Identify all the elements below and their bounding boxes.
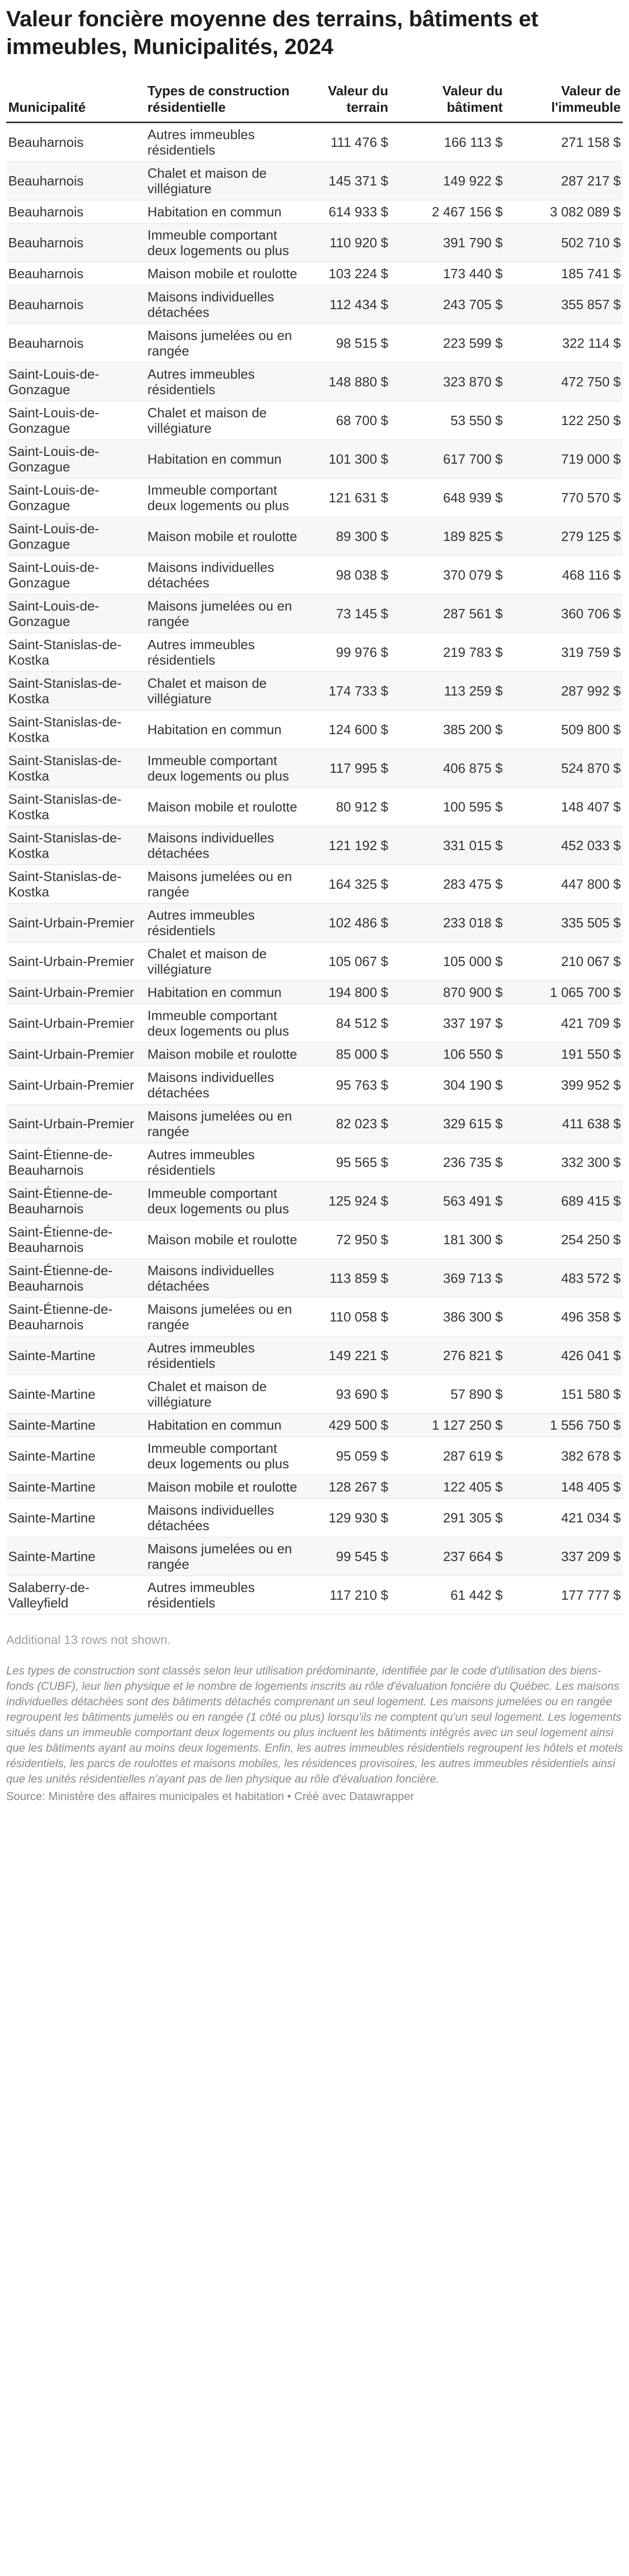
building-value-cell: 283 475 $ bbox=[443, 876, 503, 892]
property-value-cell: 335 505 $ bbox=[561, 915, 621, 930]
municipality-cell: Saint-Étienne-de-Beauharnois bbox=[8, 1185, 113, 1216]
property-value-cell: 279 125 $ bbox=[561, 529, 621, 544]
land-value-cell: 84 512 $ bbox=[336, 1015, 388, 1031]
table-row bbox=[6, 672, 623, 710]
property-value-cell: 524 870 $ bbox=[561, 760, 621, 776]
building-value-cell: 166 113 $ bbox=[444, 134, 503, 150]
property-value-cell: 468 116 $ bbox=[562, 567, 621, 583]
land-value-cell: 145 371 $ bbox=[328, 173, 388, 189]
construction-type-cell: Maison mobile et roulotte bbox=[147, 266, 297, 281]
table-header-row bbox=[6, 82, 623, 123]
construction-type-cell: Immeuble comportant deux logements ou plus bbox=[147, 482, 289, 513]
construction-type-cell: Autres immeubles résidentiels bbox=[147, 637, 255, 668]
table-row bbox=[6, 200, 623, 224]
municipality-cell: Beauharnois bbox=[8, 297, 84, 312]
construction-type-cell: Chalet et maison de villégiature bbox=[147, 405, 267, 436]
land-value-cell: 110 920 $ bbox=[329, 235, 388, 250]
property-value-cell: 177 777 $ bbox=[561, 1587, 621, 1603]
building-value-cell: 113 259 $ bbox=[444, 683, 503, 699]
building-value-cell: 386 300 $ bbox=[443, 1309, 503, 1325]
municipality-cell: Saint-Urbain-Premier bbox=[8, 954, 135, 969]
construction-type-cell: Maisons jumelées ou en rangée bbox=[147, 598, 292, 629]
building-value-cell: 53 550 $ bbox=[450, 413, 503, 428]
municipality-cell: Saint-Stanislas-de-Kostka bbox=[8, 791, 122, 822]
construction-type-cell: Maisons jumelées ou en rangée bbox=[147, 869, 292, 900]
table-row bbox=[6, 123, 623, 162]
municipality-cell: Saint-Louis-de-Gonzague bbox=[8, 444, 100, 474]
land-value-cell: 95 059 $ bbox=[336, 1448, 388, 1464]
municipality-cell: Saint-Urbain-Premier bbox=[8, 1015, 135, 1031]
land-value-cell: 113 859 $ bbox=[329, 1270, 388, 1286]
municipality-cell: Saint-Stanislas-de-Kostka bbox=[8, 753, 122, 784]
land-value-cell: 111 476 $ bbox=[330, 134, 388, 150]
land-value-cell: 121 631 $ bbox=[328, 490, 388, 505]
property-value-cell: 332 300 $ bbox=[561, 1155, 621, 1170]
building-value-cell: 173 440 $ bbox=[443, 266, 503, 281]
property-value-cell: 382 678 $ bbox=[561, 1448, 621, 1464]
table-row bbox=[6, 865, 623, 904]
construction-type-cell: Autres immeubles résidentiels bbox=[147, 907, 255, 938]
land-value-cell: 614 933 $ bbox=[328, 204, 388, 219]
building-value-cell: 369 713 $ bbox=[443, 1270, 503, 1286]
building-value-cell: 329 615 $ bbox=[443, 1116, 503, 1131]
property-value-cell: 355 857 $ bbox=[561, 297, 621, 312]
property-value-cell: 122 250 $ bbox=[561, 413, 621, 428]
table-row bbox=[6, 1221, 623, 1259]
column-header-land-value[interactable]: Valeur du terrain bbox=[300, 82, 390, 123]
municipality-cell: Sainte-Martine bbox=[8, 1549, 96, 1564]
municipality-cell: Salaberry-de-Valleyfield bbox=[8, 1580, 90, 1611]
building-value-cell: 406 875 $ bbox=[443, 760, 503, 776]
construction-type-cell: Habitation en commun bbox=[147, 204, 282, 219]
table-body bbox=[6, 123, 623, 1615]
property-value-cell: 452 033 $ bbox=[561, 838, 621, 853]
building-value-cell: 276 821 $ bbox=[443, 1348, 503, 1363]
construction-type-cell: Habitation en commun bbox=[147, 722, 282, 737]
table-row bbox=[6, 633, 623, 672]
construction-type-cell: Maison mobile et roulotte bbox=[147, 1479, 297, 1495]
land-value-cell: 98 515 $ bbox=[336, 335, 388, 351]
building-value-cell: 236 735 $ bbox=[443, 1155, 503, 1170]
municipality-cell: Beauharnois bbox=[8, 204, 84, 219]
building-value-cell: 181 300 $ bbox=[443, 1232, 503, 1247]
column-header-municipality[interactable]: Municipalité bbox=[6, 82, 145, 123]
construction-type-cell: Maisons individuelles détachées bbox=[147, 1263, 274, 1294]
construction-type-cell: Habitation en commun bbox=[147, 985, 282, 1000]
table-row bbox=[6, 942, 623, 981]
table-row bbox=[6, 1298, 623, 1336]
property-value-cell: 447 800 $ bbox=[561, 876, 621, 892]
land-value-cell: 93 690 $ bbox=[336, 1386, 388, 1402]
table-row bbox=[6, 1043, 623, 1066]
property-value-cell: 421 709 $ bbox=[561, 1015, 621, 1031]
building-value-cell: 237 664 $ bbox=[443, 1549, 503, 1564]
construction-type-cell: Maisons individuelles détachées bbox=[147, 560, 274, 590]
municipality-cell: Saint-Louis-de-Gonzague bbox=[8, 366, 100, 397]
construction-type-cell: Maisons individuelles détachées bbox=[147, 830, 274, 861]
municipality-cell: Saint-Urbain-Premier bbox=[8, 985, 135, 1000]
land-value-cell: 164 325 $ bbox=[328, 876, 388, 892]
table-row bbox=[6, 788, 623, 826]
municipality-cell: Sainte-Martine bbox=[8, 1386, 96, 1402]
table-row bbox=[6, 1182, 623, 1221]
municipality-cell: Sainte-Martine bbox=[8, 1448, 96, 1464]
construction-type-cell: Chalet et maison de villégiature bbox=[147, 946, 267, 977]
building-value-cell: 323 870 $ bbox=[443, 374, 503, 389]
building-value-cell: 2 467 156 $ bbox=[432, 204, 503, 219]
data-table bbox=[6, 82, 623, 1615]
municipality-cell: Saint-Stanislas-de-Kostka bbox=[8, 830, 122, 861]
table-row bbox=[6, 285, 623, 324]
construction-type-cell: Chalet et maison de villégiature bbox=[147, 675, 267, 706]
municipality-cell: Saint-Étienne-de-Beauharnois bbox=[8, 1224, 113, 1255]
building-value-cell: 287 619 $ bbox=[443, 1448, 503, 1464]
land-value-cell: 99 976 $ bbox=[336, 645, 388, 660]
property-value-cell: 337 209 $ bbox=[561, 1549, 621, 1564]
municipality-cell: Beauharnois bbox=[8, 134, 84, 150]
construction-type-cell: Autres immeubles résidentiels bbox=[147, 1580, 255, 1611]
municipality-cell: Saint-Urbain-Premier bbox=[8, 915, 135, 930]
municipality-cell: Sainte-Martine bbox=[8, 1348, 96, 1363]
footnote-text: Les types de construction sont classés selon leur utilisation prédominante, identifiée par le code d'utilisation des biens-fonds (CUBF), leur lien physique et le nombre de logements inscrits au rôle d'évaluation foncière du Québec. Les maisons individuelles détachées sont des bâtiments détachés comprenant un seul logement. Les maisons jumelées ou en rangée regroupent les bâtiments jumelés ou en rangée (1 côté ou plus) lorsqu'ils ne comptent qu'un seul logement. Les logements situés dans un immeuble comportant deux logements ou plus incluent les bâtiments intégrés avec un seul logement ainsi que les bâtiments ayant au moins deux logements. Enfin, les autres immeubles résidentiels regroupent les hôtels et motels résidentiels, les parcs de roulottes et maisons mobiles, les résidences provisoires, les autres immeubles résidentiels ainsi que les unités résidentielles n'ayant pas de lien physique au rôle d'évaluation foncière. bbox=[6, 1664, 623, 1785]
municipality-cell: Sainte-Martine bbox=[8, 1510, 96, 1526]
building-value-cell: 331 015 $ bbox=[443, 838, 503, 853]
municipality-cell: Beauharnois bbox=[8, 335, 84, 351]
construction-type-cell: Maisons jumelées ou en rangée bbox=[147, 328, 292, 359]
table-row bbox=[6, 162, 623, 200]
land-value-cell: 105 067 $ bbox=[328, 954, 388, 969]
land-value-cell: 101 300 $ bbox=[328, 451, 388, 467]
property-value-cell: 254 250 $ bbox=[561, 1232, 621, 1247]
municipality-cell: Beauharnois bbox=[8, 173, 84, 189]
building-value-cell: 648 939 $ bbox=[443, 490, 503, 505]
table-row bbox=[6, 224, 623, 262]
table-row bbox=[6, 1414, 623, 1437]
table-row bbox=[6, 1259, 623, 1298]
municipality-cell: Saint-Étienne-de-Beauharnois bbox=[8, 1263, 113, 1294]
land-value-cell: 148 880 $ bbox=[328, 374, 388, 389]
table-row bbox=[6, 556, 623, 595]
property-value-cell: 689 415 $ bbox=[561, 1193, 621, 1209]
table-row bbox=[6, 1537, 623, 1576]
property-value-cell: 1 556 750 $ bbox=[550, 1417, 621, 1433]
land-value-cell: 129 930 $ bbox=[328, 1510, 388, 1526]
table-row bbox=[6, 1336, 623, 1375]
building-value-cell: 370 079 $ bbox=[443, 567, 503, 583]
construction-type-cell: Immeuble comportant deux logements ou plus bbox=[147, 1008, 289, 1039]
municipality-cell: Saint-Urbain-Premier bbox=[8, 1077, 135, 1093]
construction-type-cell: Immeuble comportant deux logements ou plus bbox=[147, 227, 289, 258]
land-value-cell: 124 600 $ bbox=[328, 722, 388, 737]
building-value-cell: 1 127 250 $ bbox=[432, 1417, 503, 1433]
construction-type-cell: Maisons individuelles détachées bbox=[147, 289, 274, 320]
property-value-cell: 426 041 $ bbox=[561, 1348, 621, 1363]
column-header-building-value[interactable]: Valeur du bâtiment bbox=[390, 82, 505, 123]
property-value-cell: 496 358 $ bbox=[561, 1309, 621, 1325]
land-value-cell: 98 038 $ bbox=[336, 567, 388, 583]
building-value-cell: 870 900 $ bbox=[443, 985, 503, 1000]
table-row bbox=[6, 1437, 623, 1476]
table-row bbox=[6, 749, 623, 788]
column-header-property-value[interactable]: Valeur de l'immeuble bbox=[505, 82, 623, 123]
table-row bbox=[6, 1105, 623, 1143]
building-value-cell: 304 190 $ bbox=[443, 1077, 503, 1093]
table-row bbox=[6, 1004, 623, 1043]
property-value-cell: 191 550 $ bbox=[561, 1046, 621, 1062]
table-row bbox=[6, 401, 623, 440]
table-row bbox=[6, 1066, 623, 1105]
municipality-cell: Saint-Stanislas-de-Kostka bbox=[8, 675, 122, 706]
table-row bbox=[6, 1576, 623, 1615]
property-value-cell: 287 217 $ bbox=[561, 173, 621, 189]
building-value-cell: 100 595 $ bbox=[443, 799, 503, 815]
municipality-cell: Saint-Étienne-de-Beauharnois bbox=[8, 1147, 113, 1178]
land-value-cell: 68 700 $ bbox=[336, 413, 388, 428]
construction-type-cell: Immeuble comportant deux logements ou plus bbox=[147, 1185, 289, 1216]
construction-type-cell: Autres immeubles résidentiels bbox=[147, 127, 255, 158]
property-value-cell: 319 759 $ bbox=[561, 645, 621, 660]
building-value-cell: 287 561 $ bbox=[443, 606, 503, 621]
construction-type-cell: Maison mobile et roulotte bbox=[147, 799, 297, 815]
construction-type-cell: Autres immeubles résidentiels bbox=[147, 1340, 255, 1371]
building-value-cell: 105 000 $ bbox=[443, 954, 503, 969]
table-row bbox=[6, 440, 623, 479]
building-value-cell: 563 491 $ bbox=[443, 1193, 503, 1209]
building-value-cell: 291 305 $ bbox=[443, 1510, 503, 1526]
construction-type-cell: Immeuble comportant deux logements ou plus bbox=[147, 753, 289, 784]
table-row bbox=[6, 324, 623, 363]
municipality-cell: Saint-Stanislas-de-Kostka bbox=[8, 714, 122, 745]
table-row bbox=[6, 1499, 623, 1537]
property-value-cell: 421 034 $ bbox=[561, 1510, 621, 1526]
construction-type-cell: Autres immeubles résidentiels bbox=[147, 1147, 255, 1178]
municipality-cell: Saint-Stanislas-de-Kostka bbox=[8, 869, 122, 900]
construction-type-cell: Immeuble comportant deux logements ou plus bbox=[147, 1440, 289, 1471]
land-value-cell: 110 058 $ bbox=[329, 1309, 388, 1325]
property-value-cell: 185 741 $ bbox=[561, 266, 621, 281]
land-value-cell: 85 000 $ bbox=[336, 1046, 388, 1062]
municipality-cell: Saint-Stanislas-de-Kostka bbox=[8, 637, 122, 668]
table-row bbox=[6, 262, 623, 285]
municipality-cell: Beauharnois bbox=[8, 266, 84, 281]
building-value-cell: 189 825 $ bbox=[443, 529, 503, 544]
table-row bbox=[6, 1143, 623, 1182]
municipality-cell: Saint-Louis-de-Gonzague bbox=[8, 482, 100, 513]
construction-type-cell: Maison mobile et roulotte bbox=[147, 1232, 297, 1247]
construction-type-cell: Autres immeubles résidentiels bbox=[147, 366, 255, 397]
land-value-cell: 149 221 $ bbox=[328, 1348, 388, 1363]
property-value-cell: 271 158 $ bbox=[561, 134, 621, 150]
construction-type-cell: Maisons jumelées ou en rangée bbox=[147, 1108, 292, 1139]
property-value-cell: 151 580 $ bbox=[561, 1386, 621, 1402]
land-value-cell: 95 763 $ bbox=[336, 1077, 388, 1093]
land-value-cell: 80 912 $ bbox=[336, 799, 388, 815]
property-value-cell: 3 082 089 $ bbox=[550, 204, 621, 219]
land-value-cell: 102 486 $ bbox=[328, 915, 388, 930]
building-value-cell: 337 197 $ bbox=[443, 1015, 503, 1031]
building-value-cell: 391 790 $ bbox=[443, 235, 503, 250]
municipality-cell: Saint-Urbain-Premier bbox=[8, 1046, 135, 1062]
property-value-cell: 210 067 $ bbox=[561, 954, 621, 969]
building-value-cell: 61 442 $ bbox=[450, 1587, 503, 1603]
table-row bbox=[6, 363, 623, 401]
building-value-cell: 243 705 $ bbox=[443, 297, 503, 312]
building-value-cell: 617 700 $ bbox=[443, 451, 503, 467]
building-value-cell: 219 783 $ bbox=[443, 645, 503, 660]
land-value-cell: 82 023 $ bbox=[336, 1116, 388, 1131]
building-value-cell: 57 890 $ bbox=[450, 1386, 503, 1402]
construction-type-cell: Maisons jumelées ou en rangée bbox=[147, 1541, 292, 1572]
municipality-cell: Saint-Louis-de-Gonzague bbox=[8, 560, 100, 590]
property-value-cell: 509 800 $ bbox=[561, 722, 621, 737]
land-value-cell: 174 733 $ bbox=[328, 683, 388, 699]
chart-title: Valeur foncière moyenne des terrains, bâtiments et immeubles, Municipalités, 2024 bbox=[6, 7, 538, 59]
land-value-cell: 121 192 $ bbox=[328, 838, 388, 853]
construction-type-cell: Maisons individuelles détachées bbox=[147, 1070, 274, 1100]
land-value-cell: 194 800 $ bbox=[328, 985, 388, 1000]
municipality-cell: Saint-Louis-de-Gonzague bbox=[8, 521, 100, 552]
source-text: Source: Ministère des affaires municipales et habitation • Créé avec Datawrapper bbox=[6, 1790, 415, 1803]
property-value-cell: 719 000 $ bbox=[561, 451, 621, 467]
land-value-cell: 117 210 $ bbox=[329, 1587, 388, 1603]
land-value-cell: 125 924 $ bbox=[328, 1193, 388, 1209]
construction-type-cell: Maison mobile et roulotte bbox=[147, 529, 297, 544]
land-value-cell: 429 500 $ bbox=[328, 1417, 388, 1433]
table-row bbox=[6, 710, 623, 749]
property-value-cell: 148 405 $ bbox=[561, 1479, 621, 1495]
land-value-cell: 89 300 $ bbox=[336, 529, 388, 544]
property-value-cell: 483 572 $ bbox=[561, 1270, 621, 1286]
table-row bbox=[6, 1476, 623, 1499]
land-value-cell: 72 950 $ bbox=[336, 1232, 388, 1247]
property-value-cell: 472 750 $ bbox=[561, 374, 621, 389]
table-row bbox=[6, 826, 623, 865]
building-value-cell: 122 405 $ bbox=[443, 1479, 503, 1495]
table-row bbox=[6, 981, 623, 1004]
table-row bbox=[6, 1375, 623, 1414]
land-value-cell: 103 224 $ bbox=[328, 266, 388, 281]
municipality-cell: Saint-Urbain-Premier bbox=[8, 1116, 135, 1131]
property-value-cell: 287 992 $ bbox=[561, 683, 621, 699]
municipality-cell: Beauharnois bbox=[8, 235, 84, 250]
land-value-cell: 117 995 $ bbox=[329, 760, 388, 776]
property-value-cell: 360 706 $ bbox=[561, 606, 621, 621]
municipality-cell: Sainte-Martine bbox=[8, 1479, 96, 1495]
column-header-construction-type[interactable]: Types de construction résidentielle bbox=[145, 82, 300, 123]
property-value-cell: 148 407 $ bbox=[561, 799, 621, 815]
property-value-cell: 1 065 700 $ bbox=[550, 985, 621, 1000]
table-row bbox=[6, 904, 623, 942]
construction-type-cell: Maisons individuelles détachées bbox=[147, 1502, 274, 1533]
construction-type-cell: Chalet et maison de villégiature bbox=[147, 1379, 267, 1410]
construction-type-cell: Maisons jumelées ou en rangée bbox=[147, 1301, 292, 1332]
building-value-cell: 223 599 $ bbox=[443, 335, 503, 351]
construction-type-cell: Habitation en commun bbox=[147, 1417, 282, 1433]
property-value-cell: 399 952 $ bbox=[561, 1077, 621, 1093]
property-value-cell: 322 114 $ bbox=[562, 335, 621, 351]
property-value-cell: 502 710 $ bbox=[561, 235, 621, 250]
property-value-cell: 411 638 $ bbox=[562, 1116, 621, 1131]
more-rows-note: Additional 13 rows not shown. bbox=[6, 1633, 171, 1647]
land-value-cell: 112 434 $ bbox=[329, 297, 388, 312]
land-value-cell: 73 145 $ bbox=[336, 606, 388, 621]
building-value-cell: 106 550 $ bbox=[443, 1046, 503, 1062]
municipality-cell: Saint-Louis-de-Gonzague bbox=[8, 598, 100, 629]
building-value-cell: 385 200 $ bbox=[443, 722, 503, 737]
land-value-cell: 128 267 $ bbox=[328, 1479, 388, 1495]
table-row bbox=[6, 479, 623, 517]
municipality-cell: Saint-Étienne-de-Beauharnois bbox=[8, 1301, 113, 1332]
municipality-cell: Sainte-Martine bbox=[8, 1417, 96, 1433]
construction-type-cell: Habitation en commun bbox=[147, 451, 282, 467]
construction-type-cell: Maison mobile et roulotte bbox=[147, 1046, 297, 1062]
land-value-cell: 99 545 $ bbox=[336, 1549, 388, 1564]
land-value-cell: 95 565 $ bbox=[336, 1155, 388, 1170]
municipality-cell: Saint-Louis-de-Gonzague bbox=[8, 405, 100, 436]
property-value-cell: 770 570 $ bbox=[561, 490, 621, 505]
building-value-cell: 233 018 $ bbox=[443, 915, 503, 930]
table-row bbox=[6, 595, 623, 633]
building-value-cell: 149 922 $ bbox=[443, 173, 503, 189]
construction-type-cell: Chalet et maison de villégiature bbox=[147, 165, 267, 196]
table-row bbox=[6, 517, 623, 556]
